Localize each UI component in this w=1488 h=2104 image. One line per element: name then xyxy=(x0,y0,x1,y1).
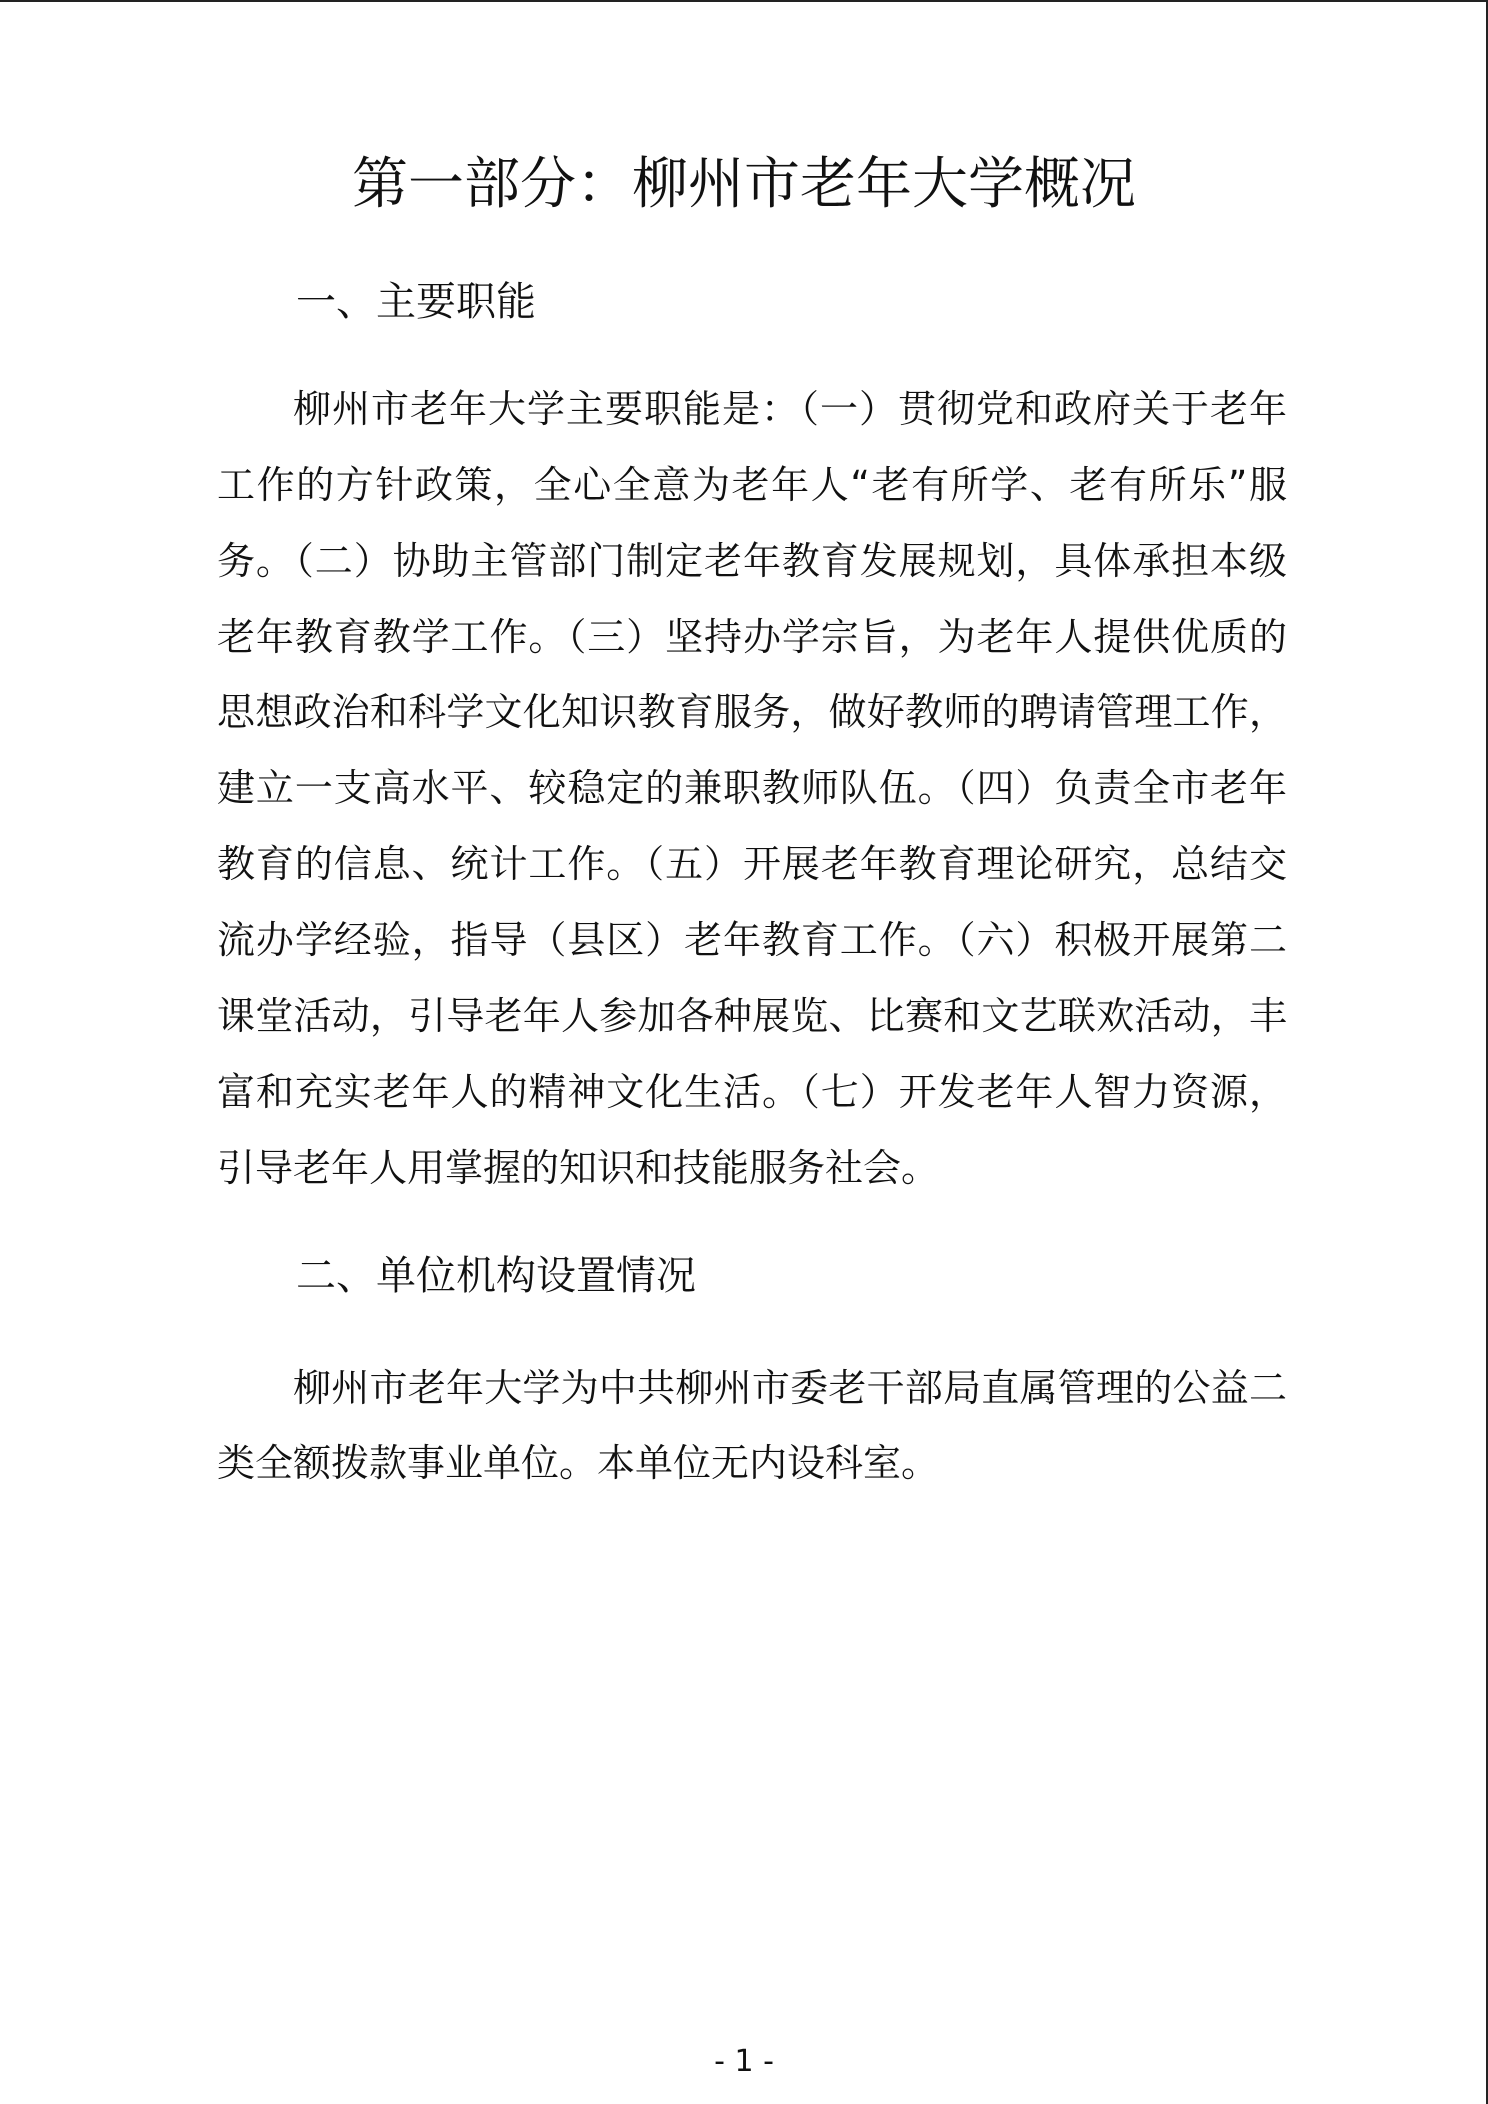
page-title: 第一部分：柳州市老年大学概况 xyxy=(352,152,1136,217)
paragraph-line: 建立一支高水平、较稳定的兼职教师队伍。（四）负责全市老年 xyxy=(217,766,1287,810)
paragraph-line: 富和充实老年人的精神文化生活。（七）开发老年人智力资源， xyxy=(217,1070,1287,1114)
section-heading-main-functions: 一、主要职能 xyxy=(296,279,536,325)
paragraph-line: 思想政治和科学文化知识教育服务，做好教师的聘请管理工作， xyxy=(217,690,1287,734)
paragraph-line: 工作的方针政策，全心全意为老年人“老有所学、老有所乐”服 xyxy=(217,463,1287,507)
paragraph-line: 柳州市老年大学主要职能是：（一）贯彻党和政府关于老年 xyxy=(293,387,1287,431)
section-heading-organization: 二、单位机构设置情况 xyxy=(296,1253,696,1299)
paragraph-line: 务。（二）协助主管部门制定老年教育发展规划，具体承担本级 xyxy=(217,539,1287,583)
paragraph-line: 老年教育教学工作。（三）坚持办学宗旨，为老年人提供优质的 xyxy=(217,615,1287,659)
paragraph-line: 类全额拨款事业单位。本单位无内设科室。 xyxy=(217,1441,940,1485)
page-number: - 1 - xyxy=(714,2044,774,2079)
paragraph-line: 流办学经验，指导（县区）老年教育工作。（六）积极开展第二 xyxy=(217,918,1287,962)
paragraph-line: 柳州市老年大学为中共柳州市委老干部局直属管理的公益二 xyxy=(293,1366,1287,1410)
paragraph-line: 教育的信息、统计工作。（五）开展老年教育理论研究，总结交 xyxy=(217,842,1287,886)
paragraph-line: 引导老年人用掌握的知识和技能服务社会。 xyxy=(217,1146,940,1190)
paragraph-line: 课堂活动，引导老年人参加各种展览、比赛和文艺联欢活动，丰 xyxy=(217,994,1287,1038)
